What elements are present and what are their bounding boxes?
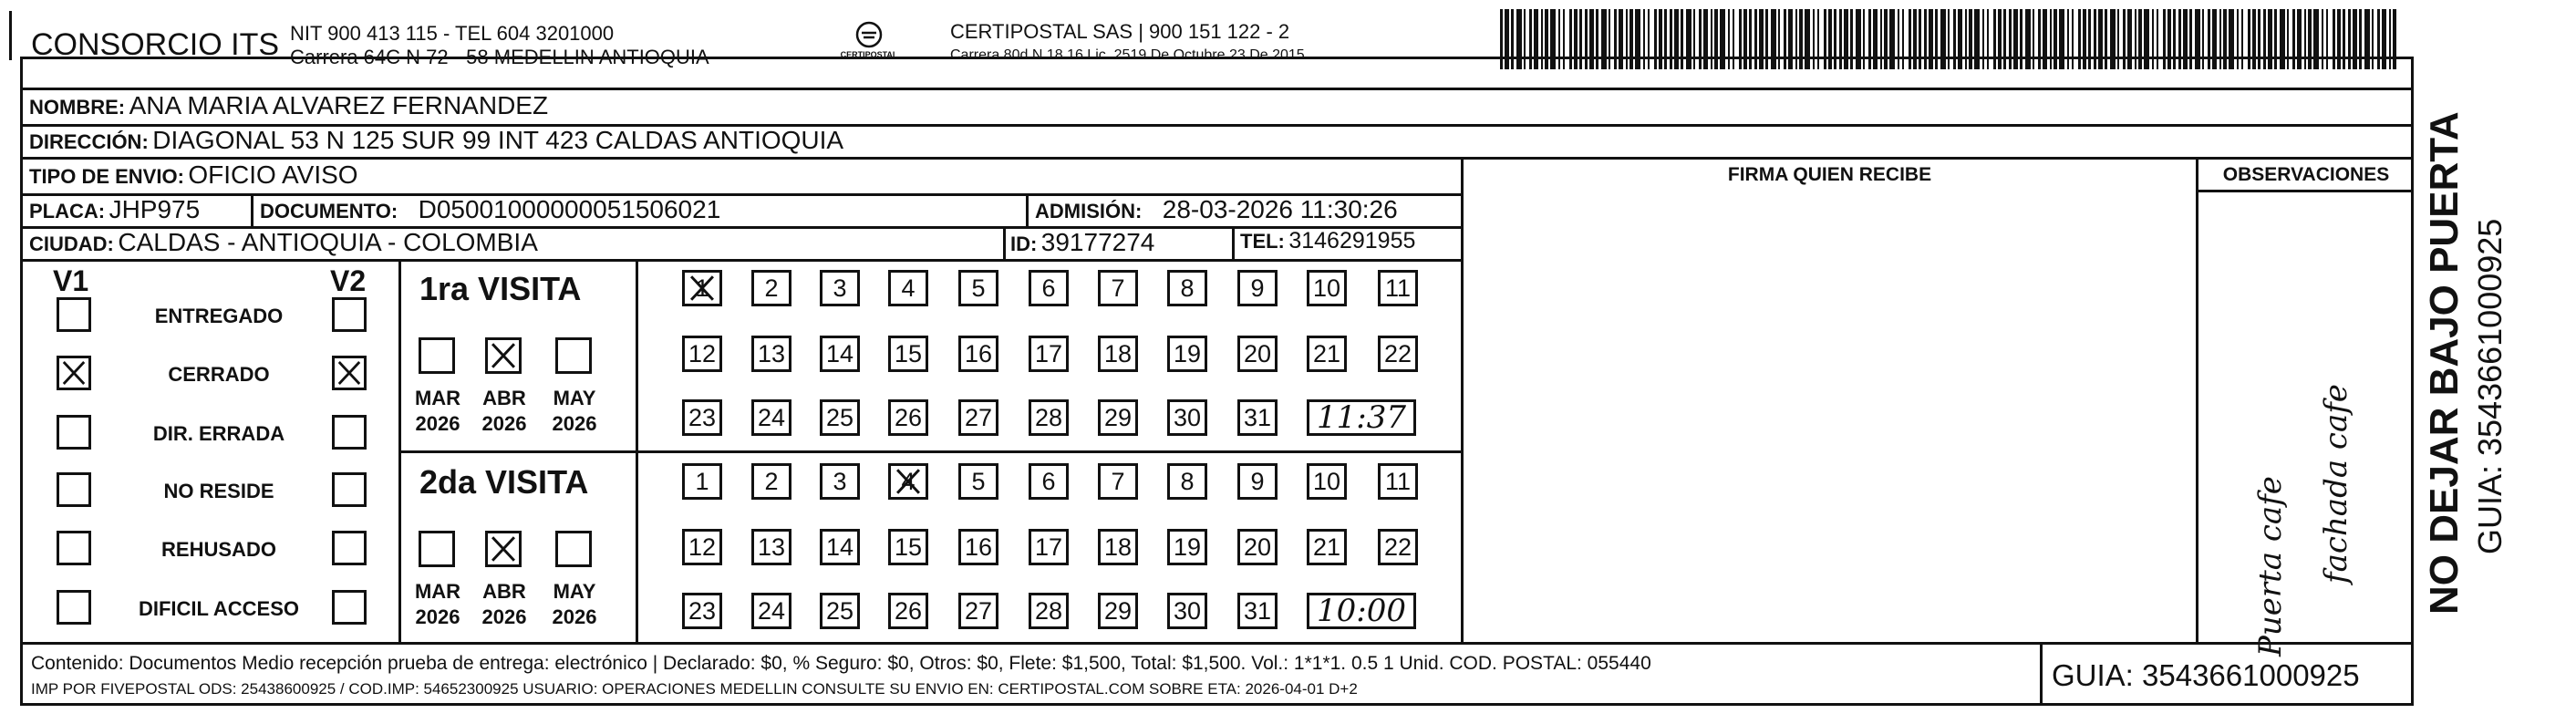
visit2-month-year: 2026 [481, 605, 527, 628]
obs-line-1: Puerta cafe [2252, 476, 2289, 657]
v2-checkbox [332, 531, 367, 565]
visit2-day-box: 20 [1237, 529, 1278, 565]
company-nit: NIT 900 413 115 - TEL 604 3201000 [290, 22, 615, 45]
visit2-month-checkbox [555, 531, 592, 567]
visit1-day-box: 3 [820, 270, 860, 306]
placa-label: PLACA: [29, 200, 106, 222]
company-address: Carrera 64C N 72 - 58 MEDELLIN ANTIOQUIA [290, 46, 709, 68]
col-line [251, 193, 253, 226]
col-line [398, 259, 401, 642]
id-value: 39177274 [1040, 228, 1155, 256]
visit1-month-label: MAY [553, 387, 596, 409]
status-label: REHUSADO [161, 538, 276, 561]
visit2-day-box: 2 [751, 463, 791, 500]
v1-checkbox [57, 356, 91, 390]
placa-value: JHP975 [109, 195, 201, 223]
visit1-day-box: 5 [958, 270, 998, 306]
visit2-day-box: 21 [1307, 529, 1347, 565]
visit1-month-checkbox [485, 337, 522, 374]
visit2-day-box: 18 [1098, 529, 1138, 565]
visit1-day-box: 15 [888, 336, 928, 372]
side-guia: GUIA: 3543661000925 [2471, 218, 2509, 554]
v1-checkbox [57, 472, 91, 507]
visit2-day-box: 27 [958, 593, 998, 629]
visit1-day-box: 25 [820, 399, 860, 436]
col-line [1461, 157, 1464, 642]
visit2-day-box: 10 [1307, 463, 1347, 500]
col-line [1232, 226, 1235, 259]
visit1-day-box: 16 [958, 336, 998, 372]
visit2-month-checkbox [485, 531, 522, 567]
col-line [2040, 642, 2043, 706]
footer-line-1: Contenido: Documentos Medio recepción prueba de entrega: electrónico | Declarado: $0, % Seguro: $0, Otros: $0, Flete: $1,500, Total: $1,500. Vol.: 1*1*1. 0.5 1 Unid. COD. POSTAL: 055440 [31, 653, 1651, 674]
visit1-day-box: 26 [888, 399, 928, 436]
visit1-day-box: 21 [1307, 336, 1347, 372]
visit1-time-box: 11:37 [1307, 399, 1416, 436]
tel-label: TEL: [1240, 230, 1285, 253]
visit2-day-box: 22 [1378, 529, 1418, 565]
visit2-day-box: 28 [1029, 593, 1069, 629]
visit1-day-box: 31 [1237, 399, 1278, 436]
row-line [20, 157, 2414, 160]
v1-label: V1 [53, 264, 89, 297]
status-label: DIR. ERRADA [152, 422, 285, 445]
tel-row [1240, 228, 1415, 254]
visit1-day-box: 27 [958, 399, 998, 436]
visit1-day-box: 23 [682, 399, 722, 436]
v2-checkbox [332, 472, 367, 507]
visit2-day-box: 31 [1237, 593, 1278, 629]
status-label: NO RESIDE [163, 480, 274, 502]
placa-row [29, 195, 200, 224]
nombre-label: NOMBRE: [29, 96, 126, 119]
visit2-day-box: 4 [888, 463, 928, 500]
visit1-day-box: 6 [1029, 270, 1069, 306]
visit2-day-mark [891, 466, 926, 497]
documento-value: D05001000000051506021 [418, 195, 721, 223]
visit1-day-box: 30 [1167, 399, 1207, 436]
visit2-day-box: 13 [751, 529, 791, 565]
visit2-day-box: 5 [958, 463, 998, 500]
observaciones-handwriting [2188, 219, 2407, 657]
documento-row [260, 195, 720, 224]
id-label: ID: [1010, 233, 1038, 255]
visit2-month-label: MAY [553, 580, 596, 603]
nombre-value: ANA MARIA ALVAREZ FERNANDEZ [129, 91, 549, 119]
visit1-title: 1ra VISITA [419, 270, 582, 307]
visit1-day-box: 18 [1098, 336, 1138, 372]
col-line [1026, 193, 1029, 226]
visit2-day-box: 24 [751, 593, 791, 629]
courier-name: CERTIPOSTAL SAS | 900 151 122 - 2 [950, 20, 1290, 43]
ciudad-row [29, 228, 538, 257]
visit2-day-box: 19 [1167, 529, 1207, 565]
v2-checkbox [332, 415, 367, 450]
row-line [20, 88, 2414, 90]
visit1-day-box: 13 [751, 336, 791, 372]
visit1-day-box: 17 [1029, 336, 1069, 372]
row-line [398, 450, 1461, 453]
admision-row [1035, 195, 1398, 224]
obs-line [2196, 190, 2414, 192]
visit1-month-year: 2026 [415, 412, 460, 435]
v1-checkbox [57, 415, 91, 450]
col-line [1003, 226, 1006, 259]
visit2-day-box: 29 [1098, 593, 1138, 629]
visit1-month-checkbox [419, 337, 455, 374]
visit2-day-box: 1 [682, 463, 722, 500]
visit2-day-box: 3 [820, 463, 860, 500]
visit1-day-box: 14 [820, 336, 860, 372]
visit2-day-box: 15 [888, 529, 928, 565]
direccion-row [29, 126, 843, 155]
v2-label: V2 [330, 264, 367, 297]
nombre-row [29, 91, 548, 120]
visit1-day-mark [685, 273, 719, 304]
visit1-month-year: 2026 [552, 412, 597, 435]
obs-line-2: fachada cafe [2318, 384, 2354, 584]
ciudad-value: CALDAS - ANTIOQUIA - COLOMBIA [118, 228, 538, 256]
visit2-month-label: MAR [414, 580, 461, 603]
tipo-row [29, 160, 358, 190]
side-warning: NO DEJAR BAJO PUERTA [2422, 111, 2467, 615]
v1-checkbox [57, 297, 91, 332]
observaciones-header: OBSERVACIONES [2222, 164, 2390, 185]
visit1-month-year: 2026 [481, 412, 527, 435]
visit1-day-box: 10 [1307, 270, 1347, 306]
visit1-month-checkbox [555, 337, 592, 374]
v2-checkbox [332, 590, 367, 625]
visit1-day-box: 7 [1098, 270, 1138, 306]
row-line [20, 642, 2414, 645]
visit1-day-box: 1 [682, 270, 722, 306]
visit1-day-box: 11 [1378, 270, 1418, 306]
v2-checkbox [332, 297, 367, 332]
visit2-month-label: ABR [482, 580, 526, 603]
visit1-day-box: 12 [682, 336, 722, 372]
visit1-day-box: 28 [1029, 399, 1069, 436]
visit1-day-box: 4 [888, 270, 928, 306]
tipo-value: OFICIO AVISO [188, 160, 358, 189]
ciudad-label: CIUDAD: [29, 233, 114, 255]
footer-guia: GUIA: 3543661000925 [2052, 658, 2360, 692]
v1-checkbox [57, 590, 91, 625]
direccion-label: DIRECCIÓN: [29, 130, 149, 153]
visit2-day-box: 9 [1237, 463, 1278, 500]
row-line [20, 259, 1461, 262]
visit2-day-box: 30 [1167, 593, 1207, 629]
visit1-month-label: ABR [482, 387, 526, 409]
direccion-value: DIAGONAL 53 N 125 SUR 99 INT 423 CALDAS ANTIOQUIA [152, 126, 844, 154]
visit2-day-box: 25 [820, 593, 860, 629]
admision-value: 28-03-2026 11:30:26 [1162, 195, 1398, 223]
col-line [636, 259, 638, 642]
visit2-day-box: 7 [1098, 463, 1138, 500]
visit1-day-box: 22 [1378, 336, 1418, 372]
visit1-day-box: 29 [1098, 399, 1138, 436]
visit2-month-checkbox [419, 531, 455, 567]
courier-address: Carrera 80d N 18 16 Lic. 2519 De Octubre 23 De 2015 [950, 47, 1305, 63]
company-name: CONSORCIO ITS [31, 27, 280, 62]
visit1-month-label: MAR [414, 387, 461, 409]
visit1-day-box: 20 [1237, 336, 1278, 372]
v2-checkbox [332, 356, 367, 390]
status-label: DIFICIL ACCESO [138, 597, 299, 620]
visit1-day-box: 2 [751, 270, 791, 306]
documento-label: DOCUMENTO: [260, 200, 398, 222]
header-bracket [9, 11, 18, 60]
tel-value: 3146291955 [1288, 228, 1416, 253]
admision-label: ADMISIÓN: [1035, 200, 1143, 222]
visit2-month-year: 2026 [415, 605, 460, 628]
visit1-day-box: 24 [751, 399, 791, 436]
visit2-time-box: 10:00 [1307, 593, 1416, 629]
v1-checkbox [57, 531, 91, 565]
status-label: ENTREGADO [154, 305, 284, 327]
tipo-label: TIPO DE ENVIO: [29, 165, 184, 188]
visit2-day-box: 23 [682, 593, 722, 629]
footer-line-2: IMP POR FIVEPOSTAL ODS: 25438600925 / COD.IMP: 54652300925 USUARIO: OPERACIONES MEDELLIN CONSULTE SU ENVIO EN: CERTIPOSTAL.COM SOBRE ETA: 2026-04-01 D+2 [31, 680, 1358, 698]
visit2-day-box: 17 [1029, 529, 1069, 565]
visit1-day-box: 19 [1167, 336, 1207, 372]
visit2-month-year: 2026 [552, 605, 597, 628]
visit2-day-box: 11 [1378, 463, 1418, 500]
logo-text: CERTIPOSTAL [840, 50, 898, 59]
visit2-day-box: 6 [1029, 463, 1069, 500]
visit1-day-box: 8 [1167, 270, 1207, 306]
visit2-day-box: 14 [820, 529, 860, 565]
status-label: CERRADO [168, 363, 270, 386]
visit2-day-box: 26 [888, 593, 928, 629]
id-row [1010, 228, 1154, 257]
visit2-day-box: 12 [682, 529, 722, 565]
firma-header: FIRMA QUIEN RECIBE [1727, 164, 1932, 185]
visit2-day-box: 8 [1167, 463, 1207, 500]
visit2-title: 2da VISITA [419, 463, 589, 501]
visit2-day-box: 16 [958, 529, 998, 565]
visit1-day-box: 9 [1237, 270, 1278, 306]
